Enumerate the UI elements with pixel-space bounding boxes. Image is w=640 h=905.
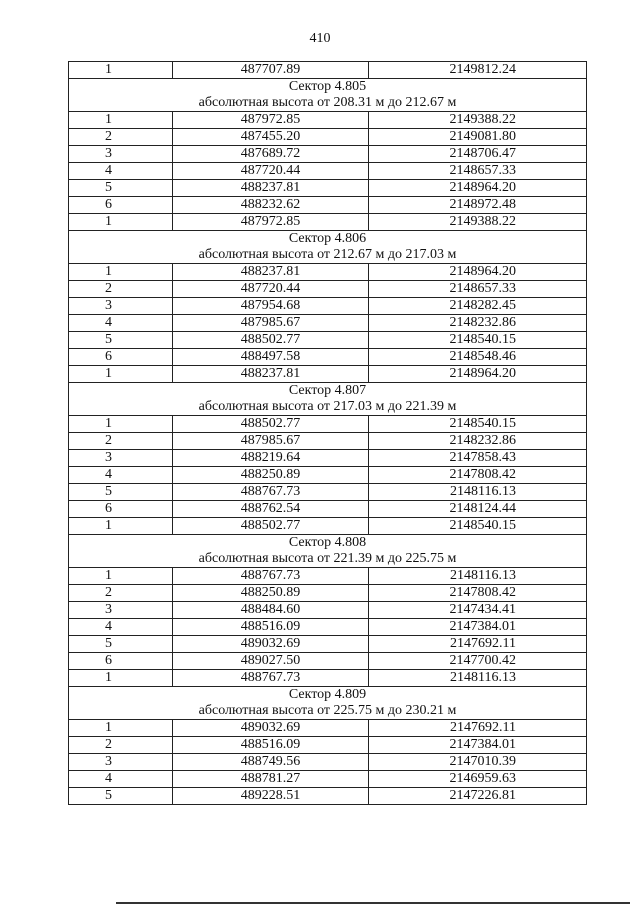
x-coordinate: 488232.62 xyxy=(173,197,369,214)
x-coordinate: 488502.77 xyxy=(173,332,369,349)
x-coordinate: 488502.77 xyxy=(173,416,369,433)
point-number: 1 xyxy=(69,112,173,129)
x-coordinate: 488237.81 xyxy=(173,180,369,197)
point-number: 2 xyxy=(69,129,173,146)
x-coordinate: 487985.67 xyxy=(173,315,369,332)
y-coordinate: 2147226.81 xyxy=(369,788,587,805)
y-coordinate: 2148124.44 xyxy=(369,501,587,518)
y-coordinate: 2148706.47 xyxy=(369,146,587,163)
y-coordinate: 2147808.42 xyxy=(369,585,587,602)
table-row xyxy=(69,349,587,366)
y-coordinate: 2148964.20 xyxy=(369,180,587,197)
point-number: 5 xyxy=(69,180,173,197)
point-number: 1 xyxy=(69,670,173,687)
x-coordinate: 488250.89 xyxy=(173,467,369,484)
x-coordinate: 488219.64 xyxy=(173,450,369,467)
table-row xyxy=(69,653,587,670)
x-coordinate: 487720.44 xyxy=(173,163,369,180)
x-coordinate: 488237.81 xyxy=(173,366,369,383)
x-coordinate: 487455.20 xyxy=(173,129,369,146)
x-coordinate: 489228.51 xyxy=(173,788,369,805)
table-row xyxy=(69,264,587,281)
y-coordinate: 2147858.43 xyxy=(369,450,587,467)
sector-altitude: абсолютная высота от 208.31 м до 212.67 м xyxy=(69,95,587,112)
table-row xyxy=(69,788,587,805)
x-coordinate: 488250.89 xyxy=(173,585,369,602)
table-row xyxy=(69,163,587,180)
x-coordinate: 488237.81 xyxy=(173,264,369,281)
x-coordinate: 487972.85 xyxy=(173,214,369,231)
point-number: 1 xyxy=(69,214,173,231)
table-row xyxy=(69,214,587,231)
table-row xyxy=(69,720,587,737)
table-row xyxy=(69,315,587,332)
table-row xyxy=(69,112,587,129)
x-coordinate: 488516.09 xyxy=(173,619,369,636)
page-number: 410 xyxy=(309,31,331,46)
y-coordinate: 2148964.20 xyxy=(369,366,587,383)
table-row xyxy=(69,450,587,467)
sector-title-row xyxy=(69,535,587,552)
point-number: 2 xyxy=(69,585,173,602)
point-number: 4 xyxy=(69,619,173,636)
x-coordinate: 489032.69 xyxy=(173,636,369,653)
y-coordinate: 2148116.13 xyxy=(369,670,587,687)
x-coordinate: 489027.50 xyxy=(173,653,369,670)
y-coordinate: 2149388.22 xyxy=(369,214,587,231)
point-number: 6 xyxy=(69,197,173,214)
table-row xyxy=(69,146,587,163)
table-row xyxy=(69,754,587,771)
point-number: 3 xyxy=(69,602,173,619)
sector-altitude-row xyxy=(69,399,587,416)
table-row xyxy=(69,332,587,349)
x-coordinate: 487720.44 xyxy=(173,281,369,298)
table-row xyxy=(69,281,587,298)
y-coordinate: 2148116.13 xyxy=(369,568,587,585)
y-coordinate: 2147384.01 xyxy=(369,737,587,754)
table-row xyxy=(69,585,587,602)
table-row xyxy=(69,619,587,636)
y-coordinate: 2147692.11 xyxy=(369,636,587,653)
point-number: 1 xyxy=(69,416,173,433)
sector-title: Сектор 4.809 xyxy=(69,687,587,704)
point-number: 1 xyxy=(69,62,173,79)
y-coordinate: 2148540.15 xyxy=(369,518,587,535)
x-coordinate: 488749.56 xyxy=(173,754,369,771)
y-coordinate: 2148972.48 xyxy=(369,197,587,214)
sector-title: Сектор 4.808 xyxy=(69,535,587,552)
point-number: 1 xyxy=(69,568,173,585)
y-coordinate: 2148964.20 xyxy=(369,264,587,281)
x-coordinate: 488762.54 xyxy=(173,501,369,518)
x-coordinate: 488767.73 xyxy=(173,670,369,687)
point-number: 1 xyxy=(69,366,173,383)
y-coordinate: 2147010.39 xyxy=(369,754,587,771)
sector-title: Сектор 4.805 xyxy=(69,79,587,96)
x-coordinate: 488767.73 xyxy=(173,568,369,585)
table-row xyxy=(69,467,587,484)
table-row xyxy=(69,737,587,754)
table-row xyxy=(69,670,587,687)
y-coordinate: 2148540.15 xyxy=(369,416,587,433)
point-number: 2 xyxy=(69,281,173,298)
y-coordinate: 2147434.41 xyxy=(369,602,587,619)
point-number: 3 xyxy=(69,298,173,315)
point-number: 5 xyxy=(69,332,173,349)
sector-altitude: абсолютная высота от 212.67 м до 217.03 м xyxy=(69,247,587,264)
point-number: 6 xyxy=(69,349,173,366)
sector-altitude-row xyxy=(69,703,587,720)
coordinate-table xyxy=(68,61,587,805)
y-coordinate: 2149081.80 xyxy=(369,129,587,146)
sector-title-row xyxy=(69,687,587,704)
table-row xyxy=(69,568,587,585)
point-number: 4 xyxy=(69,315,173,332)
point-number: 1 xyxy=(69,518,173,535)
y-coordinate: 2147384.01 xyxy=(369,619,587,636)
table-row xyxy=(69,433,587,450)
point-number: 2 xyxy=(69,433,173,450)
point-number: 4 xyxy=(69,163,173,180)
table-row xyxy=(69,298,587,315)
y-coordinate: 2149812.24 xyxy=(369,62,587,79)
point-number: 4 xyxy=(69,467,173,484)
point-number: 3 xyxy=(69,146,173,163)
point-number: 1 xyxy=(69,264,173,281)
sector-altitude: абсолютная высота от 217.03 м до 221.39 м xyxy=(69,399,587,416)
y-coordinate: 2147700.42 xyxy=(369,653,587,670)
y-coordinate: 2148232.86 xyxy=(369,315,587,332)
point-number: 4 xyxy=(69,771,173,788)
x-coordinate: 487707.89 xyxy=(173,62,369,79)
x-coordinate: 488767.73 xyxy=(173,484,369,501)
y-coordinate: 2147692.11 xyxy=(369,720,587,737)
y-coordinate: 2146959.63 xyxy=(369,771,587,788)
table-row xyxy=(69,636,587,653)
sector-title-row xyxy=(69,231,587,248)
x-coordinate: 488781.27 xyxy=(173,771,369,788)
y-coordinate: 2148282.45 xyxy=(369,298,587,315)
x-coordinate: 487954.68 xyxy=(173,298,369,315)
point-number: 1 xyxy=(69,720,173,737)
sector-title: Сектор 4.807 xyxy=(69,383,587,400)
point-number: 3 xyxy=(69,754,173,771)
table-row xyxy=(69,771,587,788)
y-coordinate: 2148232.86 xyxy=(369,433,587,450)
sector-altitude-row xyxy=(69,247,587,264)
y-coordinate: 2147808.42 xyxy=(369,467,587,484)
point-number: 5 xyxy=(69,484,173,501)
sector-altitude-row xyxy=(69,95,587,112)
table-row xyxy=(69,366,587,383)
x-coordinate: 488484.60 xyxy=(173,602,369,619)
sector-altitude: абсолютная высота от 225.75 м до 230.21 м xyxy=(69,703,587,720)
table-row xyxy=(69,180,587,197)
point-number: 5 xyxy=(69,636,173,653)
x-coordinate: 487689.72 xyxy=(173,146,369,163)
table-row xyxy=(69,602,587,619)
table-row xyxy=(69,416,587,433)
bottom-rule xyxy=(116,902,630,904)
table-row xyxy=(69,62,587,79)
y-coordinate: 2148548.46 xyxy=(369,349,587,366)
x-coordinate: 487972.85 xyxy=(173,112,369,129)
point-number: 6 xyxy=(69,653,173,670)
y-coordinate: 2148657.33 xyxy=(369,163,587,180)
point-number: 5 xyxy=(69,788,173,805)
sector-title-row xyxy=(69,79,587,96)
point-number: 3 xyxy=(69,450,173,467)
y-coordinate: 2148657.33 xyxy=(369,281,587,298)
point-number: 6 xyxy=(69,501,173,518)
table-row xyxy=(69,501,587,518)
sector-altitude: абсолютная высота от 221.39 м до 225.75 м xyxy=(69,551,587,568)
table-row xyxy=(69,129,587,146)
x-coordinate: 488516.09 xyxy=(173,737,369,754)
sector-altitude-row xyxy=(69,551,587,568)
sector-title-row xyxy=(69,383,587,400)
table-row xyxy=(69,518,587,535)
x-coordinate: 489032.69 xyxy=(173,720,369,737)
sector-title: Сектор 4.806 xyxy=(69,231,587,248)
x-coordinate: 488502.77 xyxy=(173,518,369,535)
y-coordinate: 2148116.13 xyxy=(369,484,587,501)
point-number: 2 xyxy=(69,737,173,754)
table-row xyxy=(69,197,587,214)
table-row xyxy=(69,484,587,501)
x-coordinate: 487985.67 xyxy=(173,433,369,450)
x-coordinate: 488497.58 xyxy=(173,349,369,366)
y-coordinate: 2149388.22 xyxy=(369,112,587,129)
y-coordinate: 2148540.15 xyxy=(369,332,587,349)
